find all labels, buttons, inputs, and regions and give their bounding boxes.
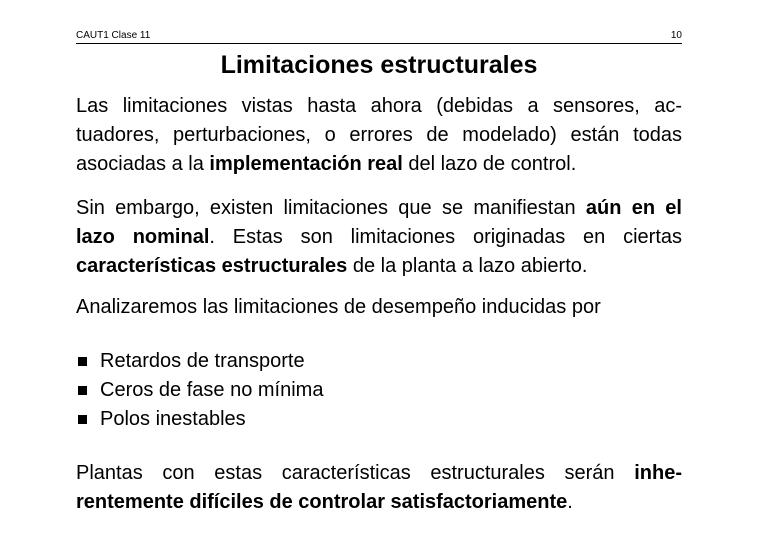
p1-text-1: Las limitaciones vistas hasta ahora (debidas a sensores, ac-tuadores, perturbaciones, o errores de modelado) están todas asociadas a la	[76, 95, 682, 175]
p1-bold-1: implementación real	[209, 153, 403, 175]
p2-bold-2: características estructurales	[76, 255, 348, 277]
bullet-list	[76, 347, 323, 434]
paragraph-4	[76, 459, 682, 517]
p2-text-1: Sin embargo, existen limitaciones que se manifiestan	[76, 197, 586, 219]
paragraph-2	[76, 194, 682, 281]
square-bullet-icon	[78, 415, 87, 424]
square-bullet-icon	[78, 386, 87, 395]
p2-text-3: de la planta a lazo abierto.	[347, 255, 588, 277]
p2-text-2: . Estas son limitaciones originadas en ciertas	[209, 226, 682, 248]
p2-bold-1: aún en el lazo nominal	[76, 197, 682, 248]
p4-bold-1: inhe-rentemente difíciles de controlar satisfactoriamente	[76, 462, 682, 513]
list-item	[76, 376, 323, 405]
p4-text-1: Plantas con estas características estructurales serán	[76, 462, 635, 484]
page-number: 10	[670, 30, 682, 41]
list-item	[76, 405, 323, 434]
slide-title: Limitaciones estructurales	[220, 51, 538, 79]
paragraph-1	[76, 92, 682, 179]
paragraph-3: Analizaremos las limitaciones de desempeño inducidas por	[76, 296, 601, 318]
square-bullet-icon	[78, 357, 87, 366]
list-item-label: Retardos de transporte	[100, 350, 305, 372]
p1-text-2: del lazo de control.	[402, 153, 577, 175]
list-item-label: Polos inestables	[100, 408, 246, 430]
list-item	[76, 347, 323, 376]
p4-text-2: .	[567, 491, 573, 513]
slide-header	[76, 30, 682, 44]
course-label: CAUT1 Clase 11	[76, 30, 151, 41]
list-item-label: Ceros de fase no mínima	[100, 379, 324, 401]
